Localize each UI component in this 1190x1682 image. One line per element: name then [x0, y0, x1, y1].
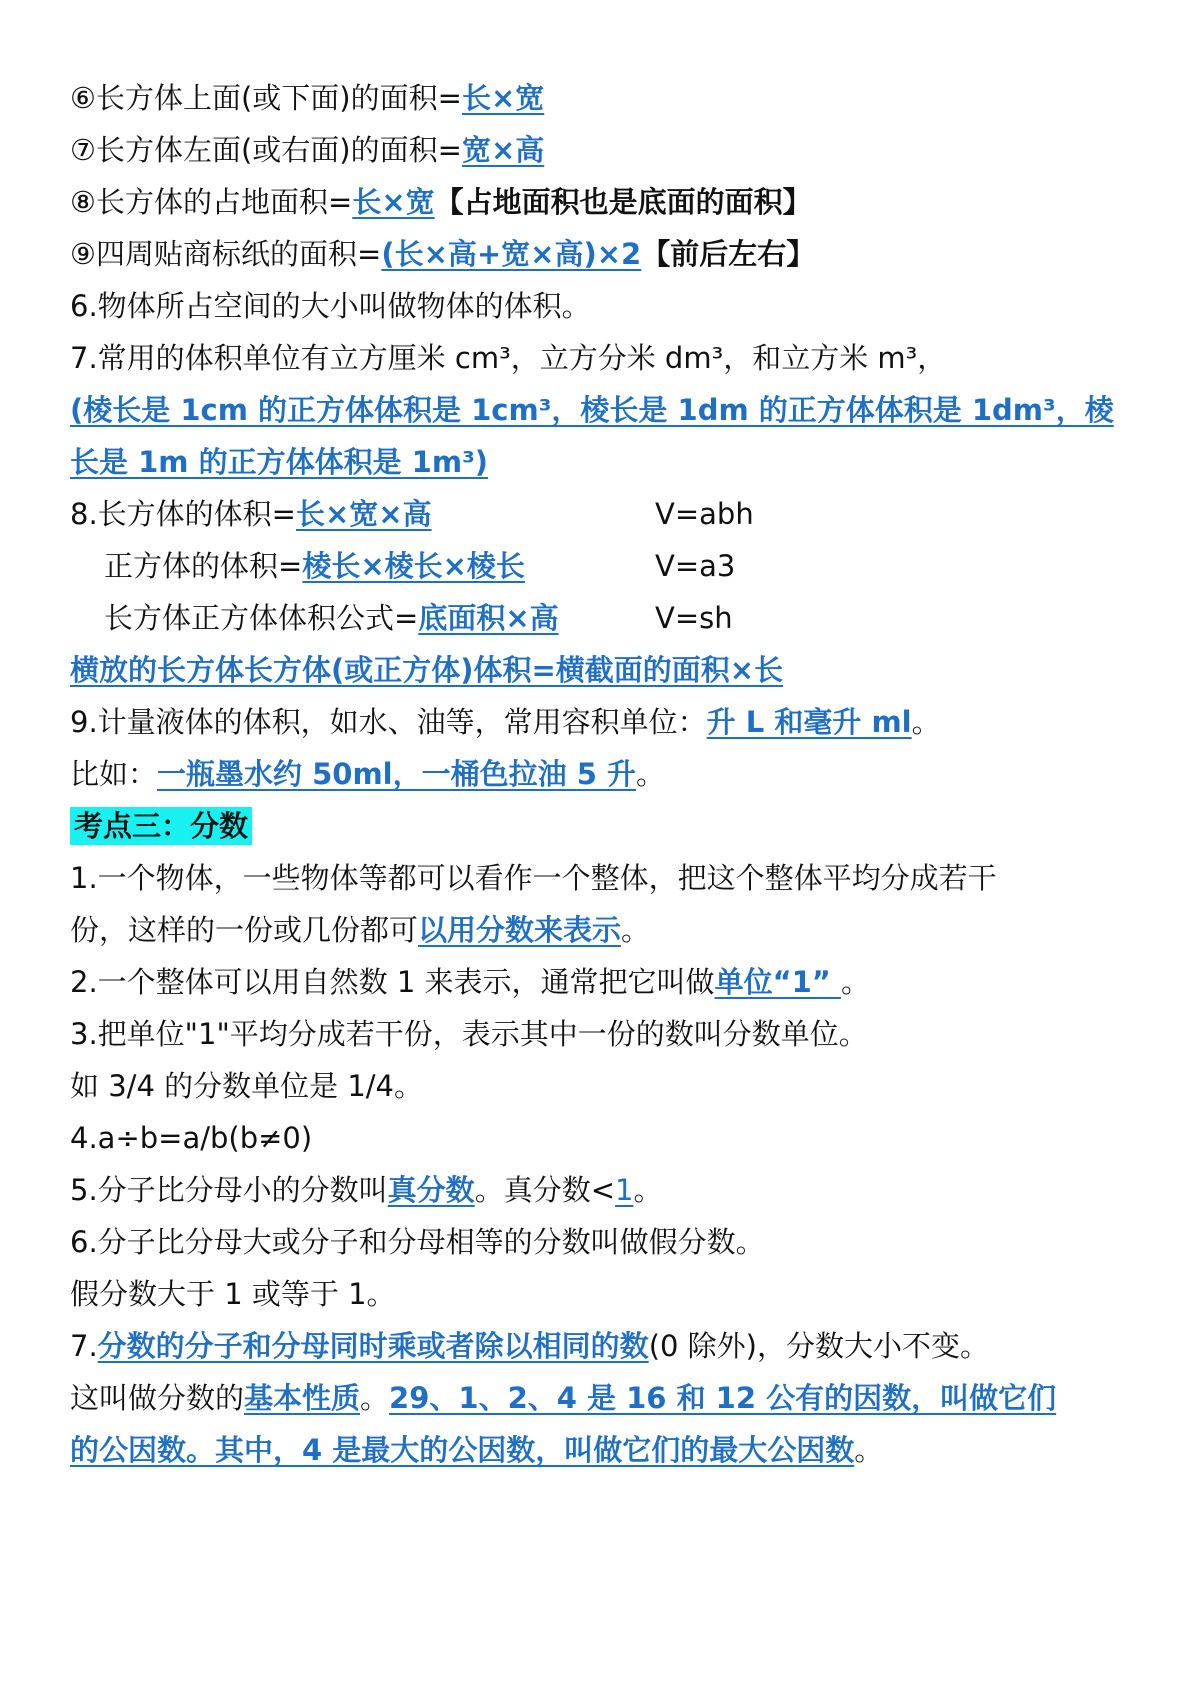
text: ⑥长方体上面(或下面)的面积= [70, 81, 462, 115]
text: 比如： [70, 757, 158, 791]
text: 2.一个整体可以用自然数 1 来表示，通常把它叫做 [70, 965, 715, 999]
formula-cube: V=a3 [655, 549, 736, 583]
line-fraction-unit-example [70, 1066, 423, 1106]
text: 如 3/4 的分数单位是 1/4。 [70, 1069, 423, 1103]
note: 【占地面积也是底面的面积】 [434, 185, 812, 219]
answer: 长×宽×高 [295, 497, 432, 531]
text: 。 [621, 913, 651, 947]
text: 份，这样的一份或几份都可 [70, 913, 419, 947]
answer: 29、1、2、4 是 16 和 12 公有的因数，叫做它们 [389, 1381, 1057, 1415]
formula-general: V=sh [655, 601, 733, 635]
line-proper-fraction [70, 1170, 662, 1210]
text: 假分数大于 1 或等于 1。 [70, 1277, 396, 1311]
text: ⑧长方体的占地面积= [70, 185, 353, 219]
line-cuboid-volume [70, 494, 432, 534]
text: 1.一个物体，一些物体等都可以看作一个整体，把这个整体平均分成若干 [70, 861, 997, 895]
section-title: 考点三：分数 [70, 807, 252, 845]
line-fraction-def-1 [70, 858, 997, 898]
answer: 棱长×棱长×棱长 [302, 549, 525, 583]
text: 长方体正方体体积公式= [104, 601, 419, 635]
answer: 分数的分子和分母同时乘或者除以相同的数 [97, 1329, 649, 1363]
line-unit-one [70, 962, 870, 1002]
text: 。 [840, 965, 870, 999]
line-volume-units [70, 338, 946, 378]
text: 8.长方体的体积= [70, 497, 296, 531]
line-unit-cube-1 [70, 390, 1114, 430]
line-improper-fraction-2 [70, 1274, 396, 1314]
answer: 长是 1m 的正方体体积是 1m³) [70, 445, 489, 479]
line-label-area [70, 234, 815, 274]
text: (0 除外)，分数大小不变。 [648, 1329, 989, 1363]
answer: 基本性质 [244, 1381, 361, 1415]
text: 9.计量液体的体积，如水、油等，常用容积单位： [70, 705, 707, 739]
line-improper-fraction [70, 1222, 765, 1262]
line-volume-definition [70, 286, 591, 326]
answer: 的公因数。其中，4 是最大的公因数，叫做它们的最大公因数 [70, 1433, 855, 1467]
line-gcd [70, 1430, 883, 1470]
text: 这叫做分数的 [70, 1381, 245, 1415]
line-common-factors [70, 1378, 1056, 1418]
line-horizontal-volume [70, 650, 783, 690]
text: 。 [633, 1173, 663, 1207]
note: 【前后左右】 [641, 237, 816, 271]
text: 4.a÷b=a/b(b≠0) [70, 1121, 313, 1155]
text: 3.把单位"1"平均分成若干份，表示其中一份的数叫分数单位。 [70, 1017, 868, 1051]
line-liquid-example [70, 754, 665, 794]
answer: 一瓶墨水约 50ml，一桶色拉油 5 升 [157, 757, 636, 791]
text: 。真分数< [474, 1173, 615, 1207]
text: 。 [911, 705, 941, 739]
text: 7. [70, 1329, 98, 1363]
line-top-face-area [70, 78, 544, 118]
text: ⑨四周贴商标纸的面积= [70, 237, 382, 271]
line-fraction-def-2 [70, 910, 650, 950]
answer: 单位“1” [714, 965, 841, 999]
line-basic-property [70, 1326, 989, 1366]
answer: 横放的长方体长方体(或正方体)体积=横截面的面积×长 [70, 653, 784, 687]
answer: 长×宽 [461, 81, 545, 115]
line-general-volume [104, 598, 559, 638]
answer: (棱长是 1cm 的正方体体积是 1cm³，棱长是 1dm 的正方体体积是 1dm³，棱 [70, 393, 1114, 427]
answer: 底面积×高 [418, 601, 559, 635]
line-fraction-unit [70, 1014, 868, 1054]
text: 。 [854, 1433, 884, 1467]
text: 7.常用的体积单位有立方厘米 cm³，立方分米 dm³，和立方米 m³， [70, 341, 947, 375]
text: ⑦长方体左面(或右面)的面积= [70, 133, 462, 167]
line-division-fraction [70, 1118, 312, 1158]
line-floor-area [70, 182, 812, 222]
line-cube-volume [104, 546, 525, 586]
text: 5.分子比分母小的分数叫 [70, 1173, 388, 1207]
answer: 以用分数来表示 [418, 913, 622, 947]
section-heading [70, 806, 252, 846]
line-left-face-area [70, 130, 544, 170]
text: 。 [360, 1381, 390, 1415]
line-liquid-units [70, 702, 941, 742]
formula-cuboid: V=abh [655, 497, 754, 531]
answer: 宽×高 [461, 133, 545, 167]
answer: 升 L 和毫升 ml [706, 705, 912, 739]
text: 正方体的体积= [104, 549, 303, 583]
answer: (长×高+宽×高)×2 [381, 237, 642, 271]
line-unit-cube-2 [70, 442, 488, 482]
answer: 1 [615, 1173, 634, 1207]
text: 6.物体所占空间的大小叫做物体的体积。 [70, 289, 591, 323]
answer: 长×宽 [352, 185, 435, 219]
answer: 真分数 [387, 1173, 475, 1207]
text: 。 [636, 757, 666, 791]
text: 6.分子比分母大或分子和分母相等的分数叫做假分数。 [70, 1225, 765, 1259]
